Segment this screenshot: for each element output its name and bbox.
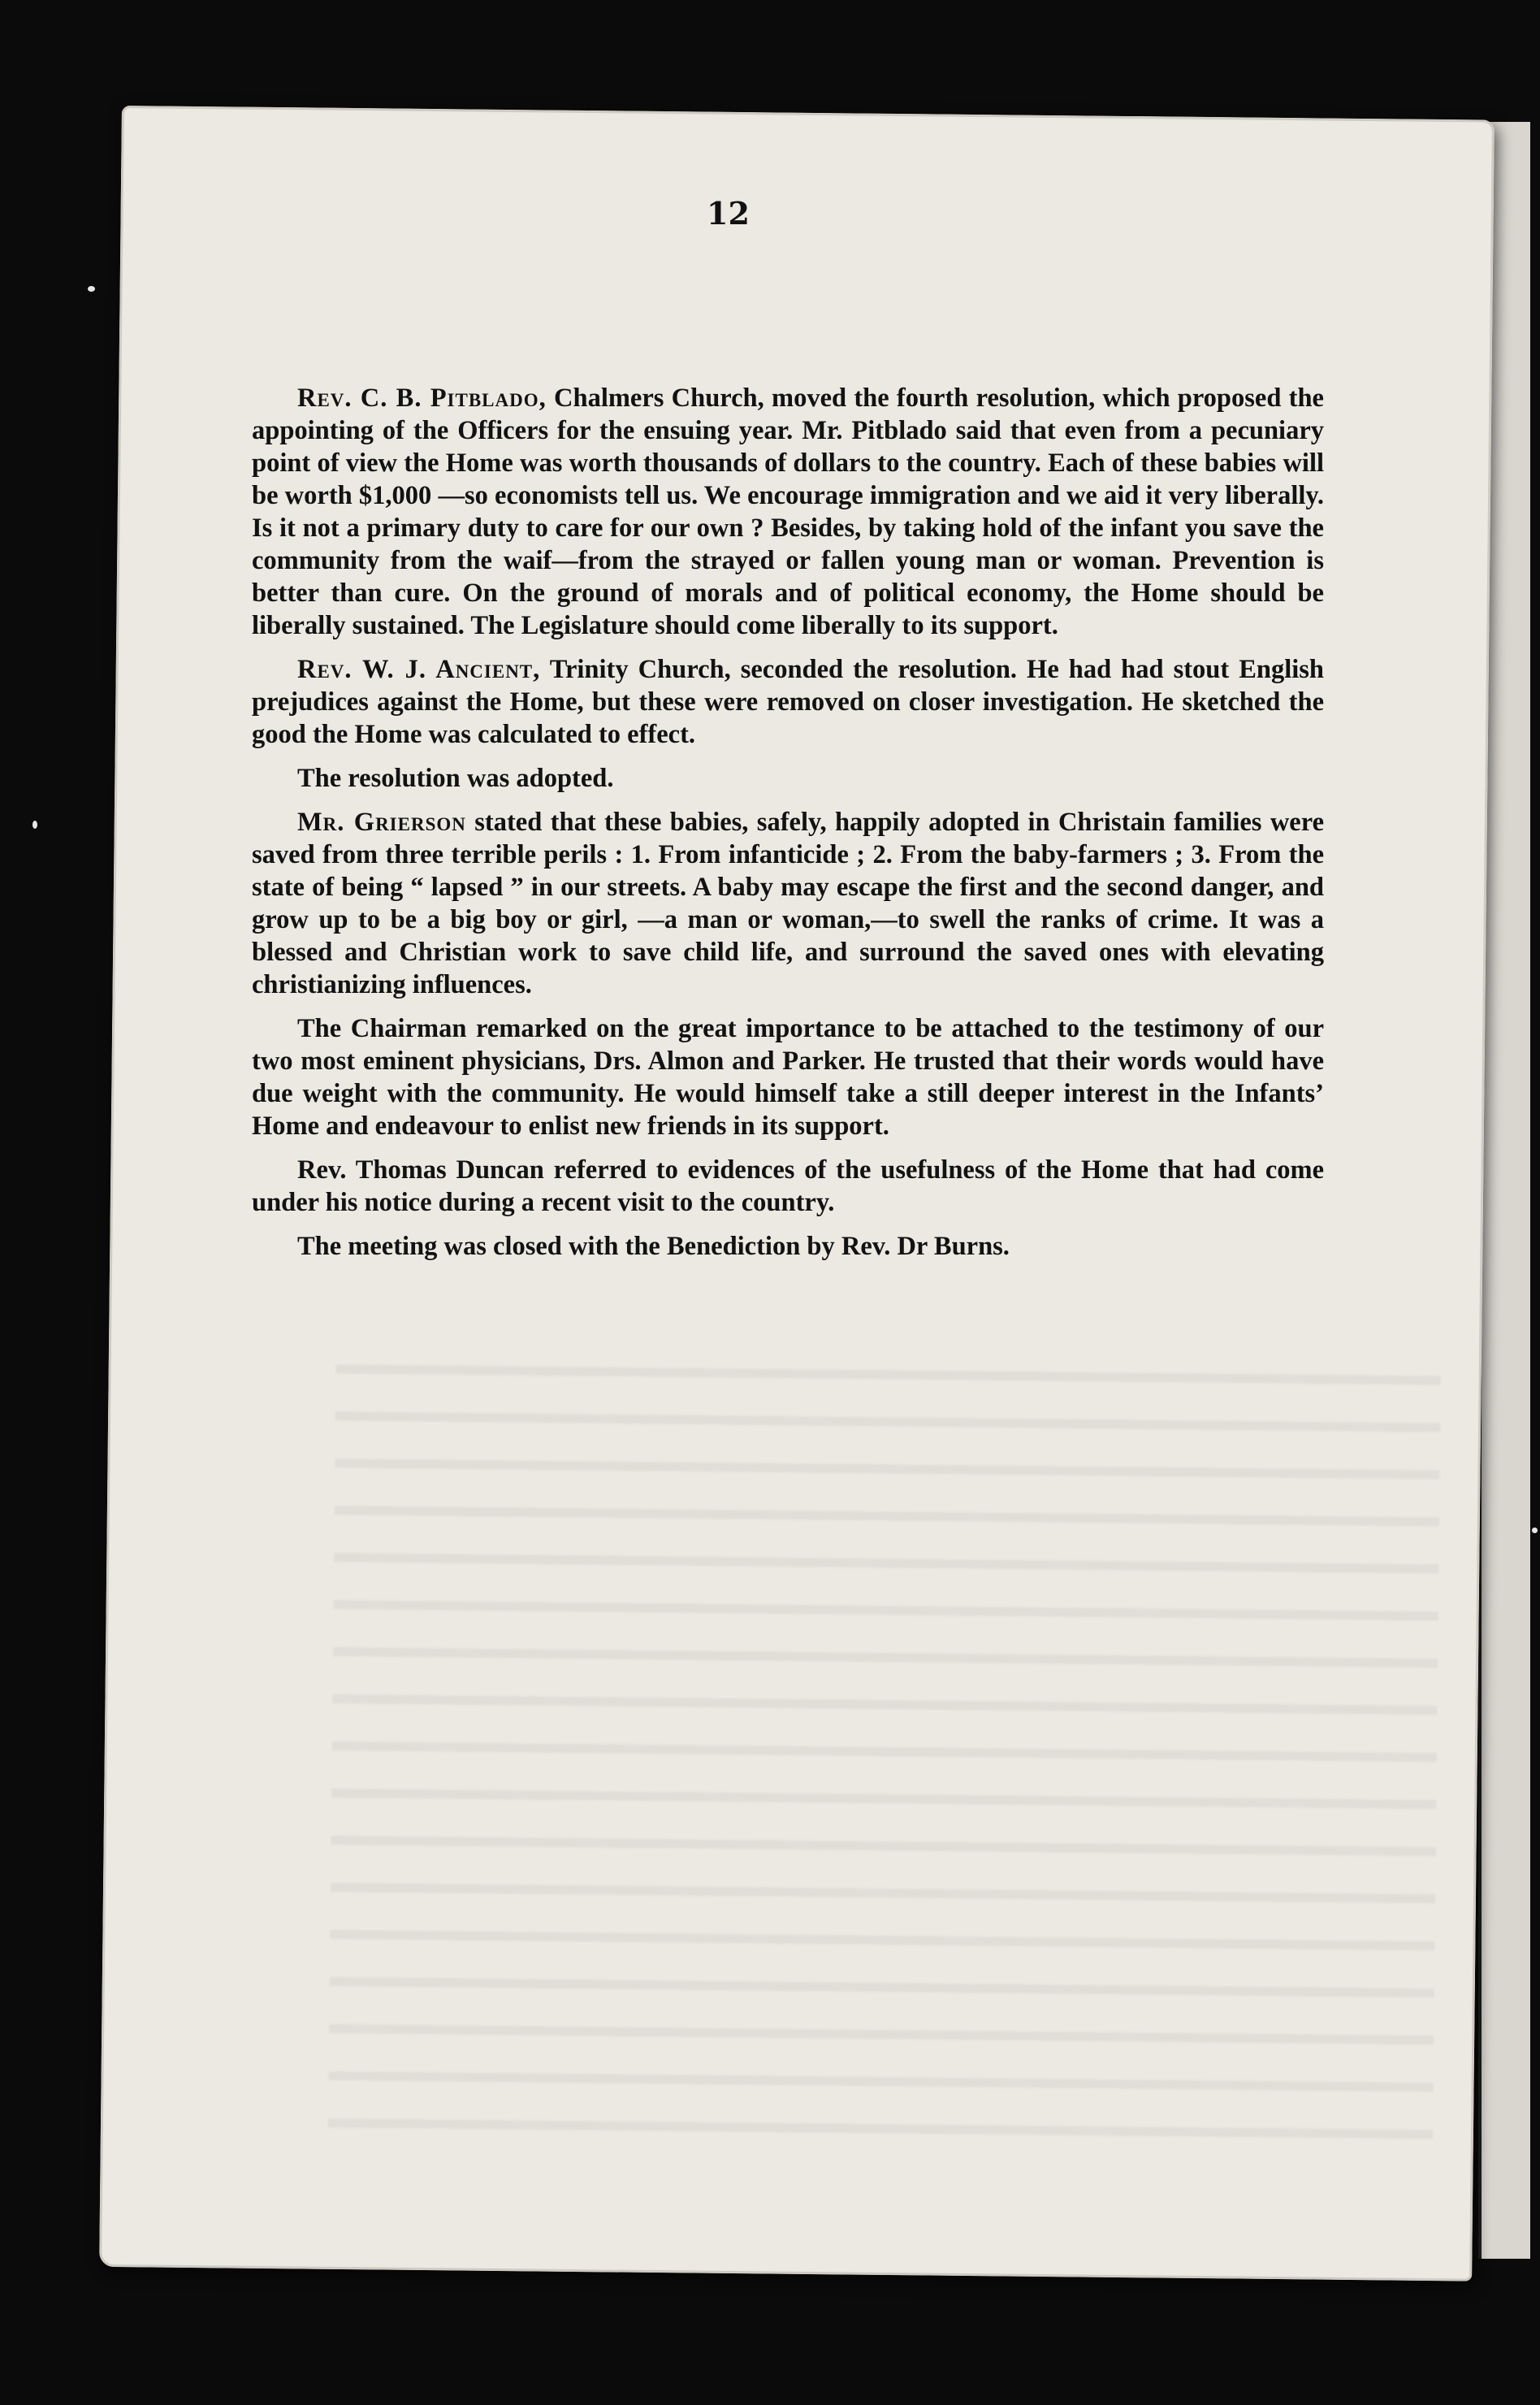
paragraph-ancient <box>252 653 1324 751</box>
paragraph-text: The meeting was closed with the Benediction by Rev. Dr Burns. <box>297 1232 1010 1261</box>
paragraph-resolution-adopted <box>252 762 1324 795</box>
paragraph-chairman <box>252 1012 1324 1142</box>
dust-speck <box>88 286 95 292</box>
page-body <box>252 382 1324 1274</box>
bleed-through-text <box>328 1343 1441 2167</box>
paragraph-benediction <box>252 1230 1324 1263</box>
paragraph-text: stated that these babies, safely, happily adopted in Christain families were saved from three terrible perils : 1. From infanticide ; 2. From the baby-farmers ; 3. From the state of being “ lapsed ” in our streets. A baby may escape the first and the second danger, and grow up to be a big boy or girl, —a man or woman,—to swell the ranks of crime. It was a blessed and Christian work to save child life, and surround the saved ones with elevating christianizing influences. <box>252 808 1324 999</box>
page-number: 12 <box>707 195 750 232</box>
dust-speck <box>1532 1528 1538 1533</box>
speaker-name: Mr. Grierson <box>297 808 466 837</box>
paragraph-text: Rev. Thomas Duncan referred to evidences of the usefulness of the Home that had come under his notice during a recent visit to the country. <box>252 1155 1324 1217</box>
paragraph-grierson <box>252 806 1324 1001</box>
paragraph-text: The resolution was adopted. <box>297 764 614 793</box>
dust-speck <box>32 821 37 829</box>
paragraph-duncan <box>252 1154 1324 1219</box>
paragraph-pitblado <box>252 382 1324 642</box>
paragraph-text: Chalmers Church, moved the fourth resolution, which proposed the appointing of the Officers for the ensuing year. Mr. Pitblado said that even from a pecuniary point of view the Home was worth thousands of dollars to the country. Each of these babies will be worth $1,000 —so economists tell us. We encourage immigration and we aid it very liberally. Is it not a primary duty to care for our own ? Besides, by taking hold of the infant you save the community from the waif—from the strayed or fallen young man or woman. Prevention is better than cure. On the ground of morals and of political economy, the Home should be liberally sustained. The Legislature should come liberally to its support. <box>252 384 1324 640</box>
speaker-name: Rev. W. J. Ancient, <box>297 655 541 684</box>
paragraph-text: Trinity Church, seconded the resolution. He had had stout English prejudices against the Home, but these were removed on closer investigation. He sketched the good the Home was calculated to effect. <box>252 655 1324 749</box>
speaker-name: Rev. C. B. Pitblado, <box>297 384 547 413</box>
paragraph-text: The Chairman remarked on the great importance to be attached to the testimony of our two most eminent physicians, Drs. Almon and Parker. He trusted that their words would have due weight with the community. He would himself take a still deeper interest in the Infants’ Home and endeavour to enlist new friends in its support. <box>252 1014 1324 1141</box>
